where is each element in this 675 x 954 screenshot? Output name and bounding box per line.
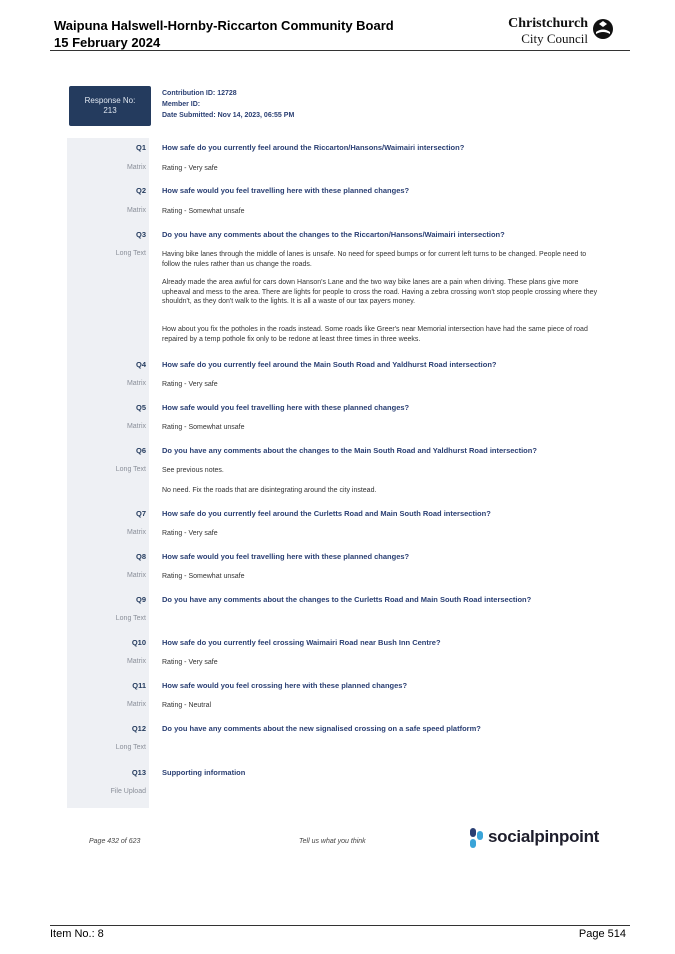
logo-line-1: Christchurch [508,16,588,31]
logo-line-2: City Council [521,31,588,46]
pinpoint-icon [470,828,483,848]
question-text: How safe do you currently feel around the Curletts Road and Main South Road intersection? [162,509,491,518]
question-type: File Upload [110,788,146,795]
question-text: How safe would you feel travelling here with these planned changes? [162,186,410,195]
response-label: Response No: [84,96,136,105]
question-text: How safe do you currently feel crossing Waimairi Road near Bush Inn Centre? [162,638,441,647]
question-text: How safe would you feel travelling here with these planned changes? [162,403,410,412]
answer-text: Rating - Neutral [162,702,212,709]
question-type: Long Text [115,744,146,751]
question-number: Q3 [135,230,146,239]
contribution-id: Contribution ID: 12728 [162,90,237,97]
question-text: Do you have any comments about the changes to the Curletts Road and Main South Road intersection? [162,595,532,604]
response-badge [69,86,151,126]
question-text: Supporting information [162,768,246,777]
question-text: How safe do you currently feel around the Riccarton/Hansons/Waimairi intersection? [162,143,465,152]
question-number: Q12 [131,724,146,733]
header-date: 15 February 2024 [54,35,161,50]
answer-text: Rating - Very safe [162,530,218,537]
question-text: Do you have any comments about the changes to the Main South Road and Yaldhurst Road intersection? [162,446,537,455]
question-type: Matrix [126,701,146,708]
answer-text: Rating - Very safe [162,381,218,388]
answer-text: How about you fix the potholes in the roads instead. Some roads like Greer's near Memorial intersection have had the same piece of road repaired by a temp pothole fix only to be redone at least three times in three weeks. [162,326,588,343]
question-text: Do you have any comments about the changes to the Riccarton/Hansons/Waimairi intersection? [162,230,505,239]
question-text: Do you have any comments about the new signalised crossing on a safe speed platform? [162,724,481,733]
question-type: Matrix [126,572,146,579]
council-logo [508,16,614,46]
question-text: How safe would you feel crossing here with these planned changes? [162,681,408,690]
date-submitted: Date Submitted: Nov 14, 2023, 06:55 PM [162,112,295,119]
survey-page-number: Page 432 of 623 [89,838,141,845]
question-number: Q2 [135,186,146,195]
council-emblem-icon [592,18,614,40]
answer-text: Rating - Very safe [162,659,218,666]
answer-text: Rating - Very safe [162,165,218,172]
question-type: Matrix [126,658,146,665]
member-id: Member ID: [162,101,201,108]
question-number: Q1 [135,143,146,152]
answer-text: Rating - Somewhat unsafe [162,424,245,431]
question-number: Q9 [135,595,146,604]
question-number: Q8 [135,552,146,561]
question-type: Matrix [126,380,146,387]
answer-text: Already made the area awful for cars down Hanson's Lane and the two way bike lanes are a pain when driving. These plans give more upheaval and mess to the area. There are lights for people to cross the road. Having a zebra crossing won't stop people crossing where they shouldn't, as they don't walk to the lights. It is all a waste of our tax payers money. [162,279,598,305]
response-page [67,82,617,852]
question-number: Q10 [131,638,146,647]
question-type: Long Text [115,615,146,622]
question-type: Matrix [126,207,146,214]
question-type: Matrix [126,164,146,171]
brand-name: socialpinpoint [488,827,600,846]
question-type: Matrix [126,529,146,536]
response-meta [162,88,294,121]
question-text: How safe do you currently feel around the Main South Road and Yaldhurst Road intersection? [162,360,497,369]
question-type: Matrix [126,423,146,430]
response-number: 213 [103,106,117,115]
answer-text: See previous notes. [162,467,224,474]
answer-text: No need. Fix the roads that are disintegrating around the city instead. [162,487,377,494]
question-number: Q6 [135,446,146,455]
answer-text: Having bike lanes through the middle of lanes is unsafe. No need for speed bumps or for current left turns to be changed. People need to follow the rules rather than us change the roads. [162,251,587,268]
item-number: Item No.: 8 [50,928,104,940]
survey-tagline: Tell us what you think [299,838,366,845]
document-header [50,14,630,51]
document-page-number: Page 514 [578,928,626,940]
question-number: Q5 [135,403,146,412]
question-number: Q7 [135,509,146,518]
question-number: Q4 [135,360,146,369]
document-footer [50,925,630,940]
question-type: Long Text [115,466,146,473]
answer-text: Rating - Somewhat unsafe [162,573,245,580]
question-type: Long Text [115,250,146,257]
header-title: Waipuna Halswell-Hornby-Riccarton Community Board [54,18,394,33]
question-text: How safe would you feel travelling here with these planned changes? [162,552,410,561]
answer-text: Rating - Somewhat unsafe [162,208,245,215]
question-number: Q11 [132,681,146,690]
question-number: Q13 [131,768,146,777]
